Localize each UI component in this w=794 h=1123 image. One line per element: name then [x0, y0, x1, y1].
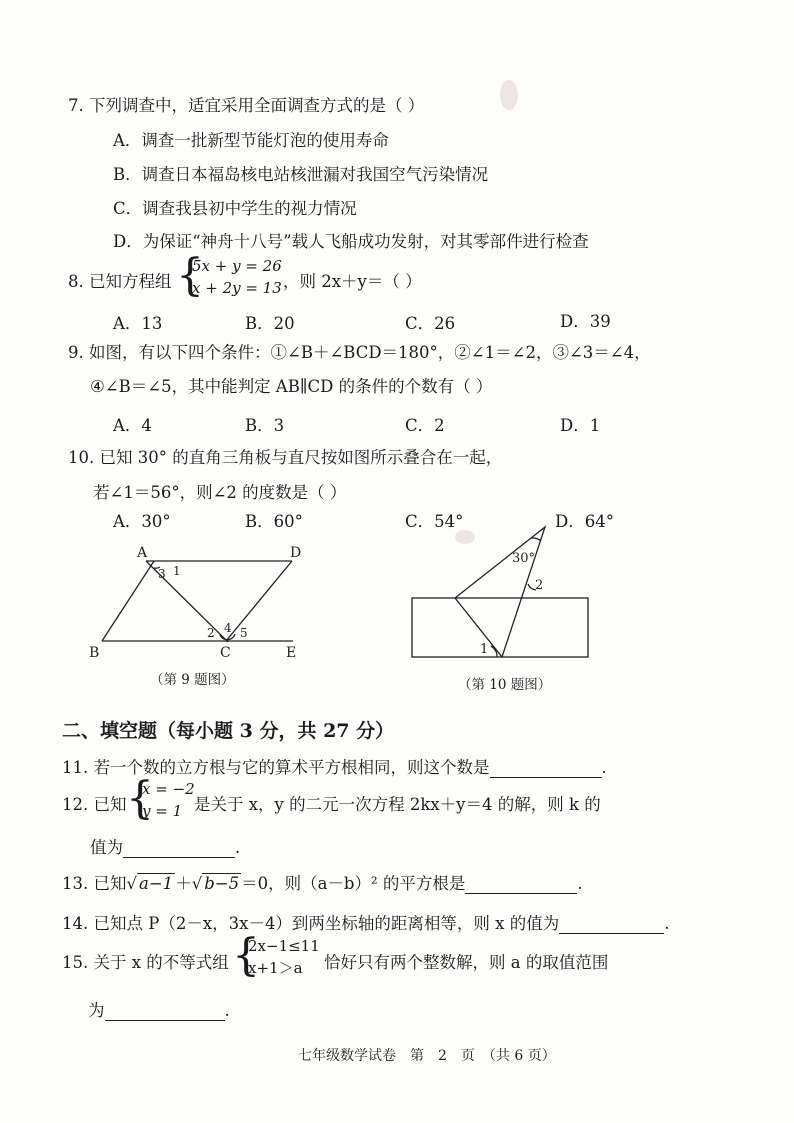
figure-10-diagram — [405, 520, 605, 670]
label-a: A — [137, 545, 148, 561]
question-9-option-c: C．2 — [405, 416, 445, 435]
line-ab — [102, 561, 154, 641]
question-12-suffix: 是关于 x，y 的二元一次方程 2kx＋y＝4 的解，则 k 的 — [194, 795, 601, 814]
question-15-prefix: 15. 关于 x 的不等式组 — [62, 953, 229, 972]
period: . — [601, 758, 607, 777]
radicand: a−1 — [139, 874, 174, 893]
question-8-system — [192, 255, 282, 299]
question-14 — [62, 910, 669, 934]
question-10-option-b: B．60° — [245, 512, 303, 531]
answer-blank[interactable] — [559, 917, 664, 934]
question-8-option-b: B．20 — [245, 314, 295, 333]
question-12-system — [142, 778, 195, 822]
question-12-line-2-text: 值为 — [90, 838, 123, 857]
question-10-line-1: 10. 已知 30° 的直角三角板与直尺按如图所示叠合在一起， — [68, 448, 503, 467]
question-8-option-a: A．13 — [113, 314, 163, 333]
question-10-line-2: 若∠1＝56°，则∠2 的度数是（ ） — [93, 483, 347, 502]
question-12-equation-2: y = 1 — [142, 802, 183, 820]
paper-stain — [500, 80, 518, 110]
question-8-equation-1: 5x + y = 26 — [192, 257, 282, 275]
label-b: B — [89, 645, 100, 661]
question-7-option-c: C．调查我县初中学生的视力情况 — [113, 199, 357, 218]
question-8-equation-2: x + 2y = 13 — [192, 279, 282, 297]
question-10-option-c: C．54° — [405, 512, 464, 531]
answer-blank[interactable] — [490, 761, 602, 778]
inequality-system-brace: { — [232, 930, 260, 981]
question-9-option-d: D．1 — [560, 416, 601, 435]
radicand: b−5 — [204, 874, 240, 893]
question-10-option-a: A．30° — [113, 512, 171, 531]
square-root: √ a−1 — [126, 874, 174, 893]
label-e: E — [286, 645, 297, 661]
square-root: √ b−5 — [191, 874, 240, 893]
question-8-option-d: D．39 — [560, 312, 611, 331]
question-10-option-d: D．64° — [555, 512, 614, 531]
plus-sign: ＋ — [175, 874, 192, 893]
ruler — [412, 598, 588, 657]
question-8-prefix: 8. 已知方程组 — [68, 272, 172, 291]
question-15-line-2-text: 为 — [88, 1001, 105, 1020]
question-9-line-1: 9. 如图，有以下四个条件：①∠B＋∠BCD＝180°，②∠1＝∠2，③∠3＝∠4， — [68, 343, 651, 362]
angle-1-arc — [491, 646, 497, 657]
section-2-heading: 二、填空题（每小题 3 分，共 27 分） — [62, 720, 395, 742]
figure-10-caption: （第 10 题图） — [458, 677, 552, 693]
equation-system-brace: { — [176, 250, 204, 301]
set-square-triangle — [455, 527, 545, 657]
page-footer: 七年级数学试卷 第 2 页 （共 6 页） — [298, 1048, 556, 1064]
question-12-equation-1: x = −2 — [142, 780, 195, 798]
angle-label-1: 1 — [480, 642, 489, 657]
period: . — [224, 1001, 230, 1020]
question-12-prefix: 12. 已知 — [62, 795, 127, 814]
angle-label-2: 2 — [535, 578, 544, 593]
question-8-suffix: ，则 2x＋y＝（ ） — [283, 272, 422, 291]
question-7-option-d: D．为保证“神舟十八号”载人飞船成功发射，对其零部件进行检查 — [113, 232, 589, 251]
question-14-text: 14. 已知点 P（2－x，3x－4）到两坐标轴的距离相等，则 x 的值为 — [62, 914, 560, 933]
angle-30-arc — [531, 538, 541, 541]
question-7-option-b: B．调查日本福岛核电站核泄漏对我国空气污染情况 — [113, 165, 489, 184]
question-13-prefix: 13. 已知 — [62, 874, 127, 893]
question-12-line-2 — [90, 834, 240, 858]
angle-label-2: 2 — [207, 626, 215, 640]
figure-9-caption: （第 9 题图） — [150, 672, 235, 688]
question-7-option-a: A．调查一批新型节能灯泡的使用寿命 — [113, 131, 389, 150]
line-cd — [226, 561, 292, 641]
angle-label-4: 4 — [224, 621, 232, 635]
question-15-inequality-2: x+1＞a — [248, 959, 303, 977]
answer-blank[interactable] — [465, 877, 577, 894]
angle-label-5: 5 — [240, 626, 248, 640]
question-7-stem: 7. 下列调查中，适宜采用全面调查方式的是（ ） — [68, 96, 425, 115]
question-11-text: 11. 若一个数的立方根与它的算术平方根相同，则这个数是 — [62, 758, 490, 777]
answer-blank[interactable] — [123, 841, 235, 858]
question-15-line-2 — [88, 997, 230, 1021]
question-13-suffix: ＝0，则（a－b）² 的平方根是 — [241, 874, 466, 893]
question-9-option-b: B．3 — [245, 416, 285, 435]
question-9-line-2: ④∠B＝∠5，其中能判定 AB∥CD 的条件的个数有（ ） — [90, 377, 493, 396]
equation-system-brace: { — [126, 773, 154, 824]
angle-label-1: 1 — [173, 564, 181, 578]
period: . — [235, 838, 241, 857]
label-c: C — [220, 645, 231, 661]
angle-label-3: 3 — [158, 567, 166, 581]
question-15-system — [248, 935, 320, 979]
question-15-suffix: 恰好只有两个整数解，则 a 的取值范围 — [324, 953, 609, 972]
answer-blank[interactable] — [105, 1004, 225, 1021]
period: . — [664, 914, 670, 933]
angle-label-30: 30° — [512, 551, 536, 566]
question-13 — [62, 870, 583, 894]
question-9-option-a: A．4 — [113, 416, 152, 435]
label-d: D — [290, 545, 302, 561]
question-15-inequality-1: 2x−1≤11 — [248, 937, 320, 955]
period: . — [577, 874, 583, 893]
question-8-option-c: C．26 — [405, 314, 456, 333]
